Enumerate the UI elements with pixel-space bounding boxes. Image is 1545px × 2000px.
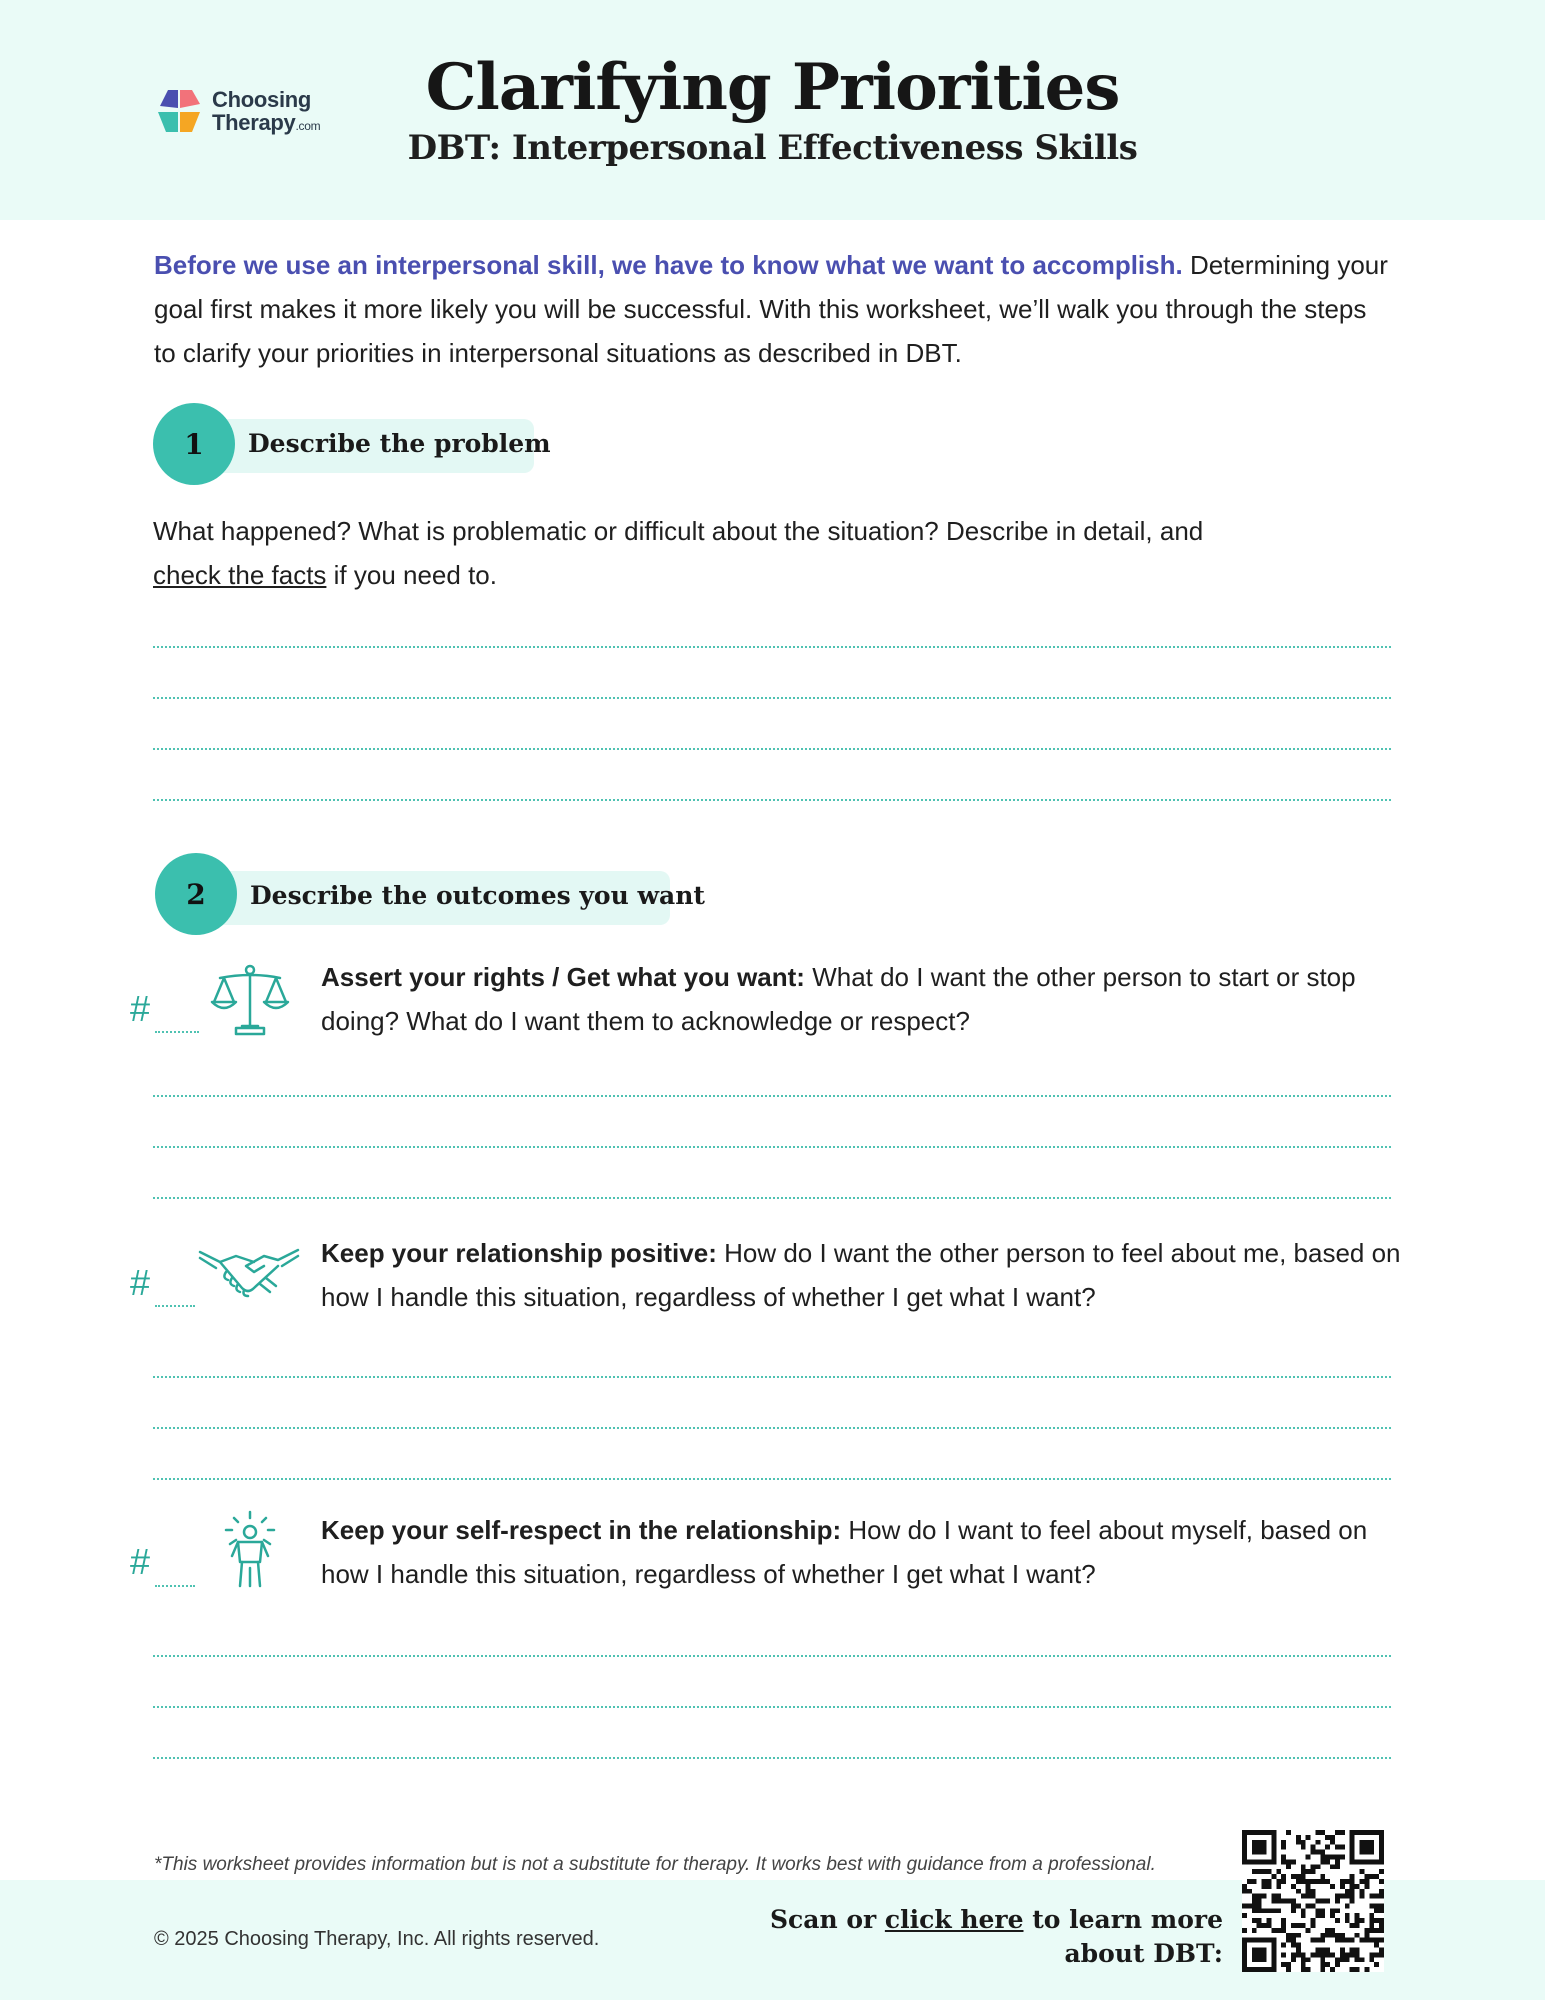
step1-label: Describe the problem <box>248 429 551 458</box>
write-line[interactable] <box>153 1095 1391 1097</box>
write-line[interactable] <box>153 1376 1391 1378</box>
priority-rank-hash: # <box>130 988 151 1029</box>
priority-rank-field[interactable] <box>155 1585 195 1587</box>
step1-prompt: What happened? What is problematic or difficult about the situation? Describe in detail, and check the facts if you need to. <box>153 516 1204 590</box>
write-line[interactable] <box>153 748 1391 750</box>
write-line[interactable] <box>153 1197 1391 1199</box>
person-glow-icon <box>212 1510 288 1588</box>
scan-prompt: Scan or click here to learn more about DBT: <box>769 1905 1223 1968</box>
disclaimer-text: *This worksheet provides information but is not a substitute for therapy. It works best with guidance from a professional. <box>154 1854 1156 1875</box>
step2-label: Describe the outcomes you want <box>250 881 705 910</box>
intro-highlight: Before we use an interpersonal skill, we have to know what we want to accomplish. <box>154 250 1183 280</box>
check-the-facts-link[interactable]: check the facts <box>153 560 327 590</box>
write-line[interactable] <box>153 1757 1391 1759</box>
write-line[interactable] <box>153 1146 1391 1148</box>
intro-text: Determining your goal first makes it more likely you will be successful. With this worksheet, we’ll walk you through the steps to clarify your priorities in interpersonal situations as described in DBT. <box>154 250 1388 368</box>
priority-rank-hash: # <box>130 1262 151 1303</box>
header-band <box>0 0 1545 220</box>
copyright-text: © 2025 Choosing Therapy, Inc. All rights reserved. <box>154 1928 600 1950</box>
priority-rank-hash: # <box>130 1541 151 1582</box>
outcome-relationship-text: Keep your relationship positive: How do I want the other person to feel about me, based on how I handle this situation, regardless of whether I get what I want? <box>321 1238 1401 1312</box>
step1-number: 1 <box>153 403 235 485</box>
step2-number: 2 <box>155 853 237 935</box>
outcome-rights-text: Assert your rights / Get what you want: What do I want the other person to start or stop doing? What do I want them to acknowledge or respect? <box>321 962 1356 1036</box>
write-line[interactable] <box>153 799 1391 801</box>
priority-rank-field[interactable] <box>155 1031 199 1033</box>
write-line[interactable] <box>153 646 1391 648</box>
scales-icon <box>210 962 290 1038</box>
handshake-icon <box>198 1242 300 1304</box>
write-line[interactable] <box>153 1427 1391 1429</box>
qr-code-icon[interactable] <box>1242 1830 1384 1972</box>
outcome-self-respect-text: Keep your self-respect in the relationship: How do I want to feel about myself, based on how I handle this situation, regardless of whether I get what I want? <box>321 1515 1368 1589</box>
page-title: Clarifying Priorities <box>425 50 1120 125</box>
intro-paragraph <box>154 243 1394 375</box>
logo-wordmark: Choosing Therapy.com <box>212 87 321 135</box>
write-line[interactable] <box>153 1655 1391 1657</box>
page-subtitle: DBT: Interpersonal Effectiveness Skills <box>407 128 1138 168</box>
write-line[interactable] <box>153 697 1391 699</box>
write-line[interactable] <box>153 1478 1391 1480</box>
write-line[interactable] <box>153 1706 1391 1708</box>
priority-rank-field[interactable] <box>155 1305 195 1307</box>
click-here-link[interactable]: click here <box>884 1905 1024 1934</box>
